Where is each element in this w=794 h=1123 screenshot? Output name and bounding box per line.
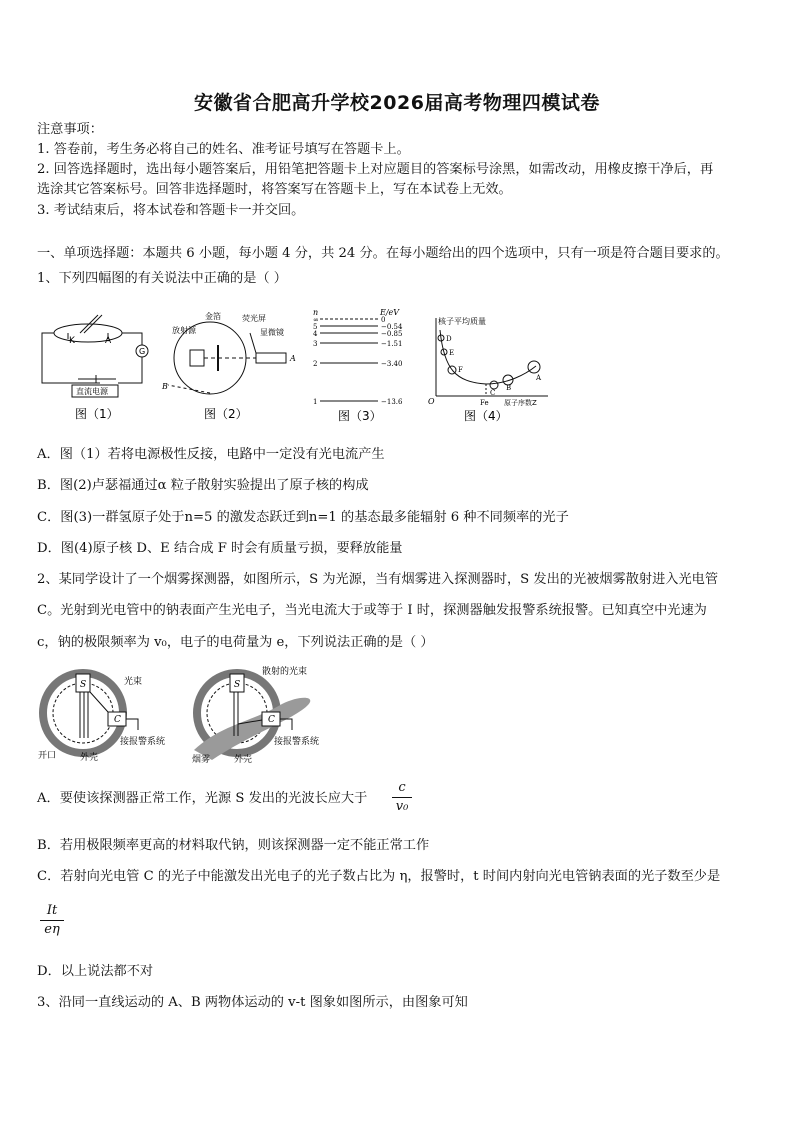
q1-option-a: A．图（1）若将电源极性反接，电路中一定没有光电流产生 [37, 447, 385, 462]
q2r-smoke-label: 烟雾 [192, 755, 211, 765]
q2-stem-3: c，钠的极限频率为 v₀，电子的电荷量为 e，下列说法正确的是（ ） [37, 635, 434, 650]
energy-level-e: −1.51 [381, 340, 403, 348]
q2r-beam-label: 散射的光束 [262, 667, 308, 677]
fig2-caption: 图（2） [204, 407, 248, 421]
fig3-n-label: n [313, 308, 319, 317]
fig2-micro-label: 显微镜 [260, 328, 284, 337]
fig4-point-c: C [490, 389, 496, 397]
fig2-b-label: B [162, 382, 168, 391]
energy-level-n: 1 [313, 398, 318, 406]
fig3-e-label: E/eV [380, 308, 400, 317]
q2-option-c: C．若射向光电管 C 的光子中能激发出光电子的光子数占比为 η，报警时，t 时间内射向光电管钠表面的光子数至少是 [37, 869, 721, 884]
notice-2-cont: 选涂其它答案标号。回答非选择题时，将答案写在答题卡上，写在本试卷上无效。 [37, 182, 512, 197]
q2-option-a: A．要使该探测器正常工作，光源 S 发出的光波长应大于 [37, 791, 368, 806]
fig4-origin: O [428, 397, 435, 406]
fig1-g-label: G [139, 347, 146, 356]
fig1-source-label: 直流电源 [76, 387, 108, 396]
notice-2: 2. 回答选择题时，选出每小题答案后，用铅笔把答题卡上对应题目的答案标号涂黑，如需改动，用橡皮擦干净后，再 [37, 162, 714, 177]
energy-level-e: −13.6 [381, 398, 403, 406]
notice-heading: 注意事项： [37, 122, 103, 137]
fig4-point-f: F [458, 366, 463, 374]
notice-1: 1. 答卷前，考生务必将自己的姓名、准考证号填写在答题卡上。 [37, 142, 410, 157]
section-heading: 一、单项选择题：本题共 6 小题，每小题 4 分，共 24 分。在每小题给出的四个选项中，只有一项是符合题目要求的。 [37, 246, 729, 261]
fig4-ylabel: 核子平均质量 [438, 317, 486, 326]
exam-title: 安徽省合肥高升学校2026届高考物理四模试卷 [194, 92, 600, 114]
q2r-shell-label: 外壳 [234, 755, 253, 765]
q2r-s-label: S [234, 680, 241, 690]
energy-level-n: 4 [313, 330, 318, 338]
energy-level-e: −0.54 [381, 323, 403, 331]
q1-stem: 1、下列四幅图的有关说法中正确的是（ ） [37, 271, 287, 286]
fig1-a-label: A [105, 336, 112, 346]
energy-level-e: 0 [381, 316, 386, 324]
fig4-fe: Fe [480, 399, 489, 407]
q2l-opening-label: 开口 [38, 751, 57, 761]
fraction-denominator: v₀ [392, 797, 412, 814]
q1-option-d: D．图(4)原子核 D、E 结合成 F 时会有质量亏损，要释放能量 [37, 541, 403, 556]
fig4-point-e: E [449, 349, 455, 357]
q2l-c-label: C [114, 715, 121, 725]
fig3-caption: 图（3） [338, 409, 382, 423]
energy-level-n: 5 [313, 323, 318, 331]
q3-stem: 3、沿同一直线运动的 A、B 两物体运动的 v-t 图象如图所示，由图象可知 [37, 995, 468, 1010]
fig4-point-b: B [506, 384, 512, 392]
fig4-point-a: A [536, 374, 542, 382]
fraction-denominator: eη [40, 920, 64, 937]
q2-option-c-fraction [40, 903, 64, 937]
notice-3: 3. 考试结束后，将本试卷和答题卡一并交回。 [37, 203, 305, 218]
fig1-k-label: K [69, 336, 75, 346]
q2l-shell-label: 外壳 [80, 753, 99, 763]
q2-option-b: B．若用极限频率更高的材料取代钠，则该探测器一定不能正常工作 [37, 838, 430, 853]
q1-option-c: C．图(3)一群氢原子处于n=5 的激发态跃迁到n=1 的基态最多能辐射 6 种不同频率的光子 [37, 510, 569, 525]
q2-figure-right [192, 664, 342, 772]
q1-option-b: B．图(2)卢瑟福通过α 粒子散射实验提出了原子核的构成 [37, 478, 369, 493]
fig2-gold-label: 金箔 [205, 312, 221, 321]
q1-figure-3 [308, 305, 418, 429]
fig2-screen-label: 荧光屏 [242, 314, 266, 323]
fig4-caption: 图（4） [464, 409, 508, 423]
q2l-beam-label: 光束 [124, 677, 143, 687]
q2-stem-2: C。光射到光电管中的钠表面产生光电子，当光电流大于或等于 I 时，探测器触发报警系统报警。已知真空中光速为 [37, 603, 707, 618]
energy-level-n: 3 [313, 340, 318, 348]
q2r-c-label: C [268, 715, 275, 725]
energy-level-n: 2 [313, 360, 318, 368]
q1-figure-1 [38, 303, 158, 429]
fig4-xlabel: 原子序数Z [504, 399, 537, 407]
fig1-caption: 图（1） [75, 407, 119, 421]
q2-option-d: D．以上说法都不对 [37, 964, 154, 979]
q2l-alarm-label: 接报警系统 [120, 737, 166, 747]
q2-stem-1: 2、某同学设计了一个烟雾探测器，如图所示，S 为光源，当有烟雾进入探测器时，S 发出的光被烟雾散射进入光电管 [37, 572, 719, 587]
energy-level-n: ∞ [313, 316, 319, 324]
fig4-point-d: D [446, 335, 452, 343]
q1-figure-4 [428, 310, 558, 432]
q1-figure-2 [160, 303, 300, 429]
energy-level-e: −3.40 [381, 360, 403, 368]
q2-figure-left [38, 668, 188, 772]
fig2-a-label: A [290, 354, 296, 363]
q2r-alarm-label: 接报警系统 [274, 737, 320, 747]
fraction-numerator: c [398, 780, 406, 795]
fraction-numerator: It [46, 903, 58, 918]
q2l-s-label: S [80, 680, 87, 690]
fig2-radio-label: 放射源 [172, 326, 196, 335]
energy-level-e: −0.85 [381, 330, 403, 338]
q2-option-a-fraction [392, 780, 412, 814]
